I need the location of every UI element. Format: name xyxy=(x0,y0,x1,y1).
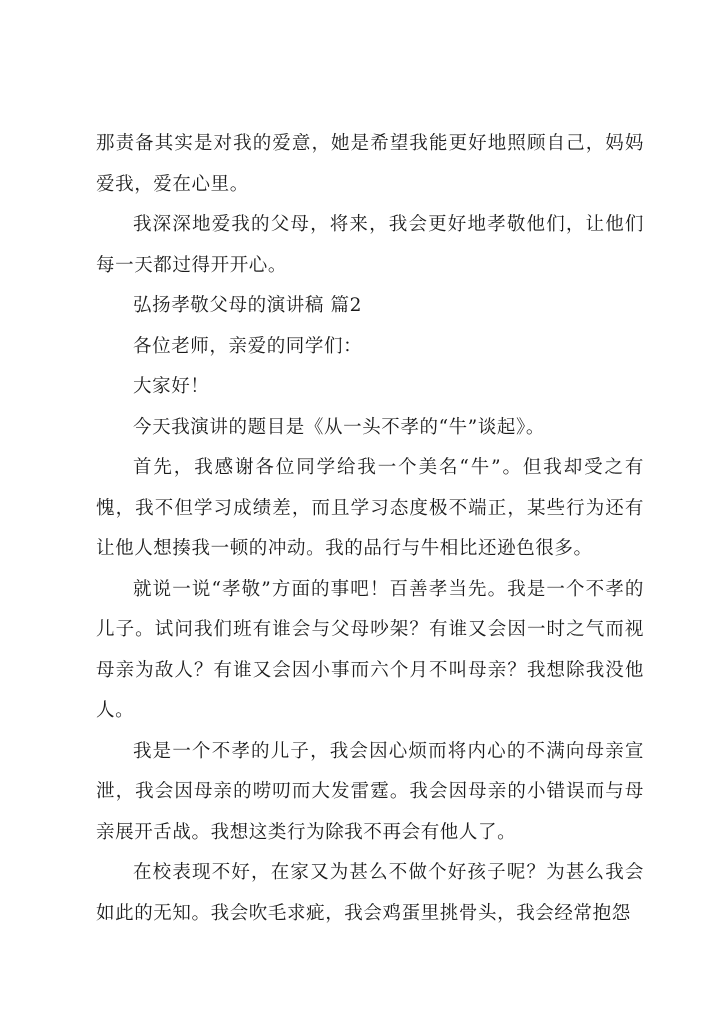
paragraph: 我是一个不孝的儿子，我会因心烦而将内心的不满向母亲宣泄，我会因母亲的唠叨而大发雷霆。我会因母亲的小错误而与母亲展开舌战。我想这类行为除我不再会有他人了。 xyxy=(96,740,644,843)
salutation: 各位老师，亲爱的同学们： xyxy=(133,335,363,357)
paragraph-continuation: 那责备其实是对我的爱意，她是希望我能更好地照顾自己，妈妈爱我，爱在心里。 xyxy=(96,133,644,195)
greeting: 大家好！ xyxy=(133,376,210,397)
paragraph: 今天我演讲的题目是《从一头不孝的“牛”谈起》。 xyxy=(133,416,545,438)
paragraph: 我深深地爱我的父母，将来，我会更好地孝敬他们，让他们每一天都过得开开心。 xyxy=(96,214,644,276)
paragraph: 首先，我感谢各位同学给我一个美名“牛”。但我却受之有愧，我不但学习成绩差，而且学习态度极不端正，某些行为还有让他人想揍我一顿的冲动。我的品行与牛相比还逊色很多。 xyxy=(96,457,644,559)
paragraph: 在校表现不好，在家又为甚么不做个好孩子呢？为甚么我会如此的无知。我会吹毛求疵，我会鸡蛋里挑骨头，我会经常抱怨 xyxy=(96,862,644,924)
document-body xyxy=(96,124,644,934)
section-heading: 弘扬孝敬父母的演讲稿 篇2 xyxy=(133,295,362,316)
paragraph: 就说一说“孝敬”方面的事吧！百善孝当先。我是一个不孝的儿子。试问我们班有谁会与父母吵架？有谁又会因一时之气而视母亲为敌人？有谁又会因小事而六个月不叫母亲？我想除我没他人。 xyxy=(96,578,644,721)
